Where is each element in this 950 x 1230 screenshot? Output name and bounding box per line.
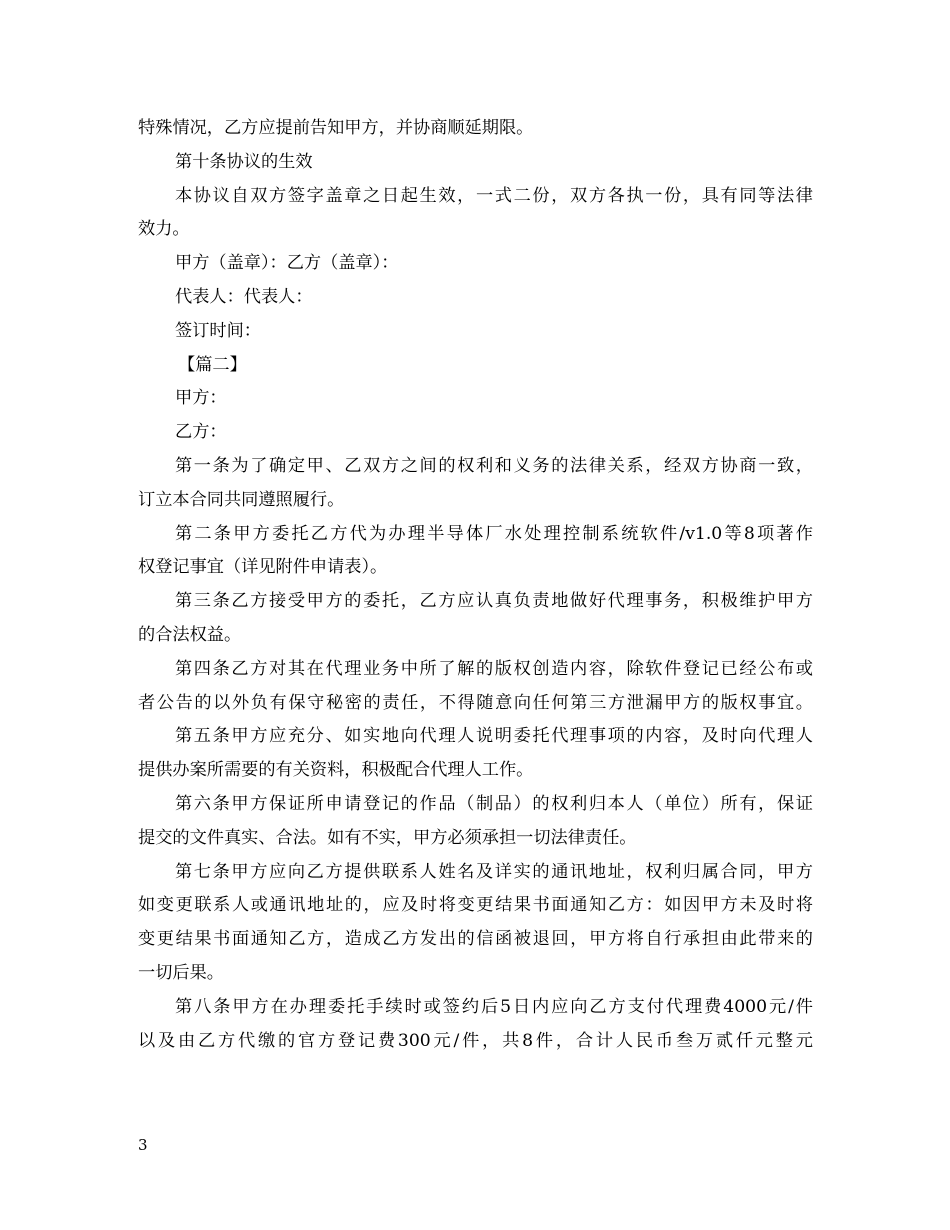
paragraph-line: 的合法权益。 [138,624,242,645]
paragraph-line: 第七条甲方应向乙方提供联系人姓名及详实的通讯地址，权利归属合同，甲方 [175,861,813,882]
signature-line: 代表人：代表人： [175,286,313,307]
paragraph-line: 提供办案所需要的有关资料，积极配合代理人工作。 [138,760,534,781]
paragraph-line: 订立本合同共同遵照履行。 [138,489,345,510]
paragraph-line: 一切后果。 [138,962,224,983]
paragraph-line: 第三条乙方接受甲方的委托，乙方应认真负责地做好代理事务，积极维护甲方 [175,591,813,612]
paragraph-line: 第八条甲方在办理委托手续时或签约后5日内应向乙方支付代理费4000元/件 [175,996,813,1017]
paragraph-line: 者公告的以外负有保守秘密的责任，不得随意向任何第三方泄漏甲方的版权事宜。 [138,692,813,713]
paragraph-line: 第四条乙方对其在代理业务中所了解的版权创造内容，除软件登记已经公布或 [175,658,813,679]
party-line: 甲方： [175,388,227,409]
signature-line: 甲方（盖章）：乙方（盖章）： [175,253,399,274]
paragraph-line: 提交的文件真实、合法。如有不实，甲方必须承担一切法律责任。 [138,827,637,848]
paragraph-line: 效力。 [138,219,190,240]
document-body [138,112,813,1058]
page-number: 3 [138,1136,148,1154]
paragraph-line: 权登记事宜（详见附件申请表）。 [138,557,388,578]
signature-line: 签订时间： [175,320,261,341]
paragraph-line: 第二条甲方委托乙方代为办理半导体厂水处理控制系统软件/v1.0等8项著作 [175,523,813,544]
paragraph-line: 特殊情况，乙方应提前告知甲方，并协商顺延期限。 [138,118,534,138]
section-heading: 第十条协议的生效 [175,151,313,172]
paragraph-line: 如变更联系人或通讯地址的，应及时将变更结果书面通知乙方：如因甲方未及时将 [138,895,813,916]
paragraph-line: 第一条为了确定甲、乙双方之间的权利和义务的法律关系，经双方协商一致， [175,455,813,476]
paragraph-line: 变更结果书面通知乙方，造成乙方发出的信函被退回，甲方将自行承担由此带来的 [138,929,813,950]
section-heading: 【篇二】 [178,354,247,375]
paragraph-line: 本协议自双方签字盖章之日起生效，一式二份，双方各执一份，具有同等法律 [175,185,813,206]
party-line: 乙方： [175,422,227,443]
paragraph-line: 第五条甲方应充分、如实地向代理人说明委托代理事项的内容，及时向代理人 [175,726,813,747]
paragraph-line: 以及由乙方代缴的官方登记费300元/件，共8件，合计人民币叁万贰仟元整元 [138,1030,813,1051]
paragraph-line: 第六条甲方保证所申请登记的作品（制品）的权利归本人（单位）所有，保证 [175,793,813,814]
